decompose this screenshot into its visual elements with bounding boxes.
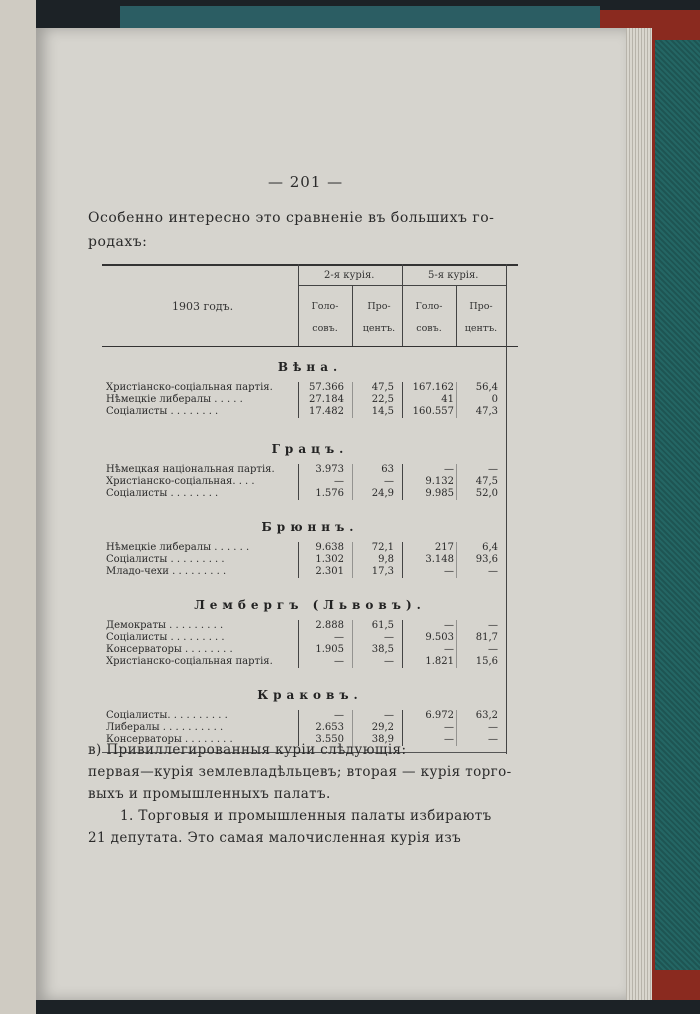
city-heading: Вѣна. — [277, 360, 343, 374]
percent-cell: — — [488, 734, 498, 745]
percent-cell: 9,8 — [378, 554, 394, 565]
votes-cell: 1.821 — [425, 656, 454, 667]
city-heading: Краковъ. — [257, 688, 363, 702]
party-label: Христіанско-соціальная партія. — [106, 656, 273, 667]
table-row — [102, 554, 518, 566]
percent-cell: 47,5 — [475, 476, 498, 487]
body-line: в) Привиллегированныя куріи слѣдующія: — [88, 742, 407, 758]
party-label: Христіанско-соціальная. . . . — [106, 476, 255, 487]
votes-cell: 9.638 — [315, 542, 344, 553]
table-row — [102, 644, 518, 656]
city-heading: Грацъ. — [271, 442, 349, 456]
results-table — [102, 264, 518, 754]
votes-cell: 1.302 — [315, 554, 344, 565]
book-page — [36, 28, 626, 1000]
votes-cell: — — [444, 620, 454, 631]
percent-cell: 29,2 — [371, 722, 394, 733]
table-row — [102, 406, 518, 418]
votes-cell: — — [334, 656, 344, 667]
party-label: Консерваторы . . . . . . . . — [106, 644, 233, 655]
header-sub-rule — [298, 285, 506, 286]
header-divider — [298, 264, 299, 346]
votes-cell: 17.482 — [309, 406, 344, 417]
percent-cell: 6,4 — [482, 542, 498, 553]
table-top-rule — [102, 264, 518, 266]
votes-cell: — — [334, 710, 344, 721]
table-right-rule — [506, 264, 507, 754]
party-label: Демократы . . . . . . . . . — [106, 620, 224, 631]
percent-cell: 56,4 — [475, 382, 498, 393]
table-row — [102, 464, 518, 476]
percent-cell: 14,5 — [371, 406, 394, 417]
body-line: 1. Торговыя и промышленныя палаты избираютъ — [120, 808, 492, 824]
city-heading: Брюннъ. — [261, 520, 359, 534]
party-label: Соціалисты . . . . . . . . . — [106, 632, 225, 643]
votes-cell: — — [444, 644, 454, 655]
table-row — [102, 566, 518, 578]
table-row — [102, 620, 518, 632]
page-number: — 201 — — [268, 173, 344, 191]
percent-cell: 0 — [491, 394, 498, 405]
intro-paragraph — [88, 206, 520, 254]
table-row — [102, 722, 518, 734]
table-row — [102, 394, 518, 406]
percent-cell: 24,9 — [371, 488, 394, 499]
party-label: Младо-чехи . . . . . . . . . — [106, 566, 227, 577]
votes-cell: 9.503 — [425, 632, 454, 643]
curia-5-header: 5-я курія. — [428, 270, 479, 281]
curia-2-header: 2-я курія. — [324, 270, 375, 281]
votes-header: Голо- совъ. — [415, 301, 443, 334]
votes-cell: 6.972 — [425, 710, 454, 721]
party-label: Соціалисты . . . . . . . . . — [106, 554, 225, 565]
percent-cell: — — [488, 566, 498, 577]
party-label: Либералы . . . . . . . . . . — [106, 722, 224, 733]
votes-header: Голо- совъ. — [311, 301, 339, 334]
percent-cell: 38,9 — [371, 734, 394, 745]
intro-line: Особенно интересно это сравненіе въ большихъ го- — [88, 210, 495, 226]
votes-cell: — — [444, 464, 454, 475]
percent-cell: — — [384, 632, 394, 643]
table-row — [102, 710, 518, 722]
left-page-edge — [0, 0, 36, 1014]
city-heading: Лембергъ (Львовъ). — [194, 598, 426, 612]
percent-cell: 63,2 — [475, 710, 498, 721]
votes-cell: 9.132 — [425, 476, 454, 487]
body-line: выхъ и промышленныхъ палатъ. — [88, 786, 331, 802]
percent-cell: — — [488, 464, 498, 475]
percent-cell: 61,5 — [371, 620, 394, 631]
votes-cell: 2.301 — [315, 566, 344, 577]
votes-cell: 1.576 — [315, 488, 344, 499]
header-divider — [352, 286, 353, 346]
votes-cell: 27.184 — [309, 394, 344, 405]
percent-cell: — — [488, 722, 498, 733]
percent-cell: 17,3 — [371, 566, 394, 577]
percent-cell: 47,5 — [371, 382, 394, 393]
votes-cell: 1.905 — [315, 644, 344, 655]
votes-cell: — — [444, 722, 454, 733]
percent-cell: — — [384, 710, 394, 721]
intro-line: родахъ: — [88, 234, 148, 250]
percent-cell: 15,6 — [475, 656, 498, 667]
percent-cell: 93,6 — [475, 554, 498, 565]
party-label: Христіанско-соціальная партія. — [106, 382, 273, 393]
percent-cell: 81,7 — [475, 632, 498, 643]
percent-cell: — — [488, 620, 498, 631]
book-cover-cloth — [655, 40, 700, 970]
percent-cell: 47,3 — [475, 406, 498, 417]
votes-cell: 217 — [434, 542, 454, 553]
table-row — [102, 382, 518, 394]
party-label: Соціалисты . . . . . . . . — [106, 488, 219, 499]
percent-cell: 22,5 — [371, 394, 394, 405]
table-row — [102, 632, 518, 644]
body-line: первая—курія землевладѣльцевъ; вторая — курія торго- — [88, 764, 512, 780]
party-label: Консерваторы . . . . . . . . — [106, 734, 233, 745]
votes-cell: — — [444, 566, 454, 577]
percent-cell: 38,5 — [371, 644, 394, 655]
percent-header: Про- центъ. — [362, 301, 396, 334]
votes-cell: — — [334, 632, 344, 643]
table-header-rule — [102, 346, 518, 347]
votes-cell: 57.366 — [309, 382, 344, 393]
percent-cell: 52,0 — [475, 488, 498, 499]
table-row — [102, 476, 518, 488]
percent-cell: — — [384, 656, 394, 667]
votes-cell: 3.973 — [315, 464, 344, 475]
percent-cell: 72,1 — [371, 542, 394, 553]
table-row — [102, 488, 518, 500]
percent-cell: — — [384, 476, 394, 487]
party-label: Соціалисты. . . . . . . . . . — [106, 710, 228, 721]
votes-cell: 3.148 — [425, 554, 454, 565]
percent-header: Про- центъ. — [464, 301, 498, 334]
votes-cell: 41 — [441, 394, 454, 405]
year-header: 1903 годъ. — [172, 300, 234, 313]
votes-cell: 160.557 — [412, 406, 454, 417]
percent-cell: 63 — [381, 464, 394, 475]
votes-cell: — — [334, 476, 344, 487]
votes-cell: 2.653 — [315, 722, 344, 733]
party-label: Нѣмецкіе либералы . . . . . . — [106, 542, 250, 553]
body-line: 21 депутата. Это самая малочисленная курія изъ — [88, 830, 462, 846]
votes-cell: 167.162 — [412, 382, 454, 393]
table-row — [102, 542, 518, 554]
table-row — [102, 656, 518, 668]
votes-cell: — — [444, 734, 454, 745]
party-label: Соціалисты . . . . . . . . — [106, 406, 219, 417]
votes-cell: 3.550 — [315, 734, 344, 745]
party-label: Нѣмецкая національная партія. — [106, 464, 275, 475]
book-cover-top — [120, 6, 600, 28]
party-label: Нѣмецкіе либералы . . . . . — [106, 394, 243, 405]
votes-cell: 9.985 — [425, 488, 454, 499]
votes-cell: 2.888 — [315, 620, 344, 631]
percent-cell: — — [488, 644, 498, 655]
